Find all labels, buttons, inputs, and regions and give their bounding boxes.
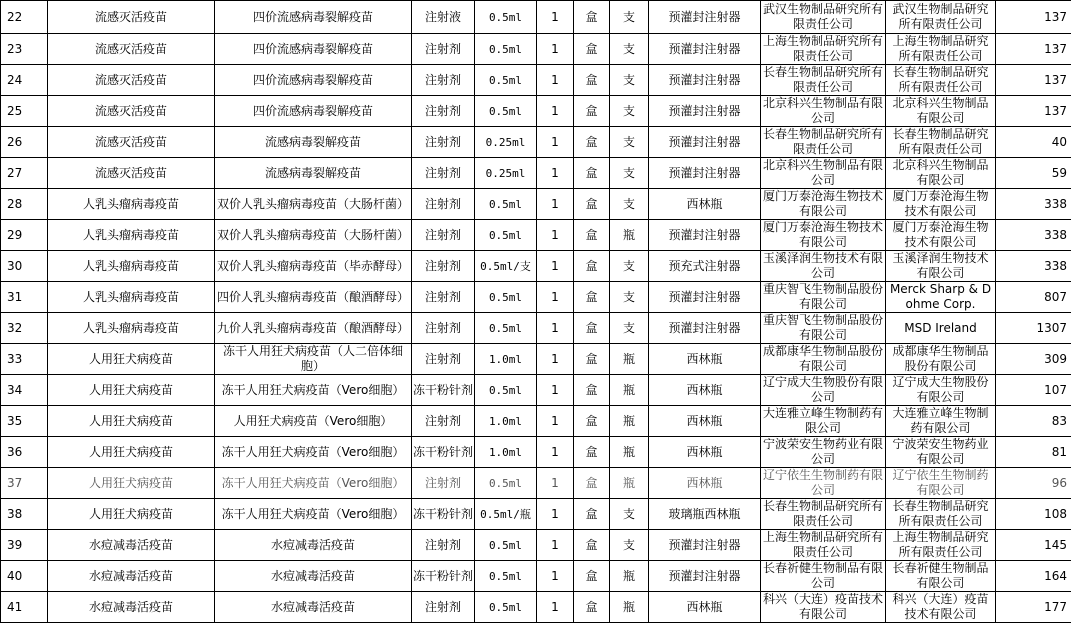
- manufacturer: 长春生物制品研究所有限责任公司: [761, 65, 886, 96]
- dose-unit: 瓶: [610, 220, 649, 251]
- manufacturer: 重庆智飞生物制品股份有限公司: [761, 282, 886, 313]
- row-number: 31: [1, 282, 48, 313]
- product-name: 冻干人用狂犬病疫苗（Vero细胞）: [215, 468, 412, 499]
- product-name: 冻干人用狂犬病疫苗（Vero细胞）: [215, 499, 412, 530]
- quantity: 1: [537, 468, 574, 499]
- packaging-material: 预灌封注射器: [649, 96, 761, 127]
- row-number: 32: [1, 313, 48, 344]
- quantity: 1: [537, 34, 574, 65]
- license-holder: 长春生物制品研究所有限责任公司: [886, 499, 996, 530]
- quantity: 1: [537, 127, 574, 158]
- price: 107: [996, 375, 1071, 406]
- product-name: 双价人乳头瘤病毒疫苗（大肠杆菌）: [215, 220, 412, 251]
- pack-unit: 盒: [574, 220, 610, 251]
- specification: 0.5ml/支: [475, 251, 537, 282]
- row-number: 41: [1, 592, 48, 623]
- row-number: 28: [1, 189, 48, 220]
- dosage-form: 注射剂: [412, 406, 475, 437]
- pack-unit: 盒: [574, 158, 610, 189]
- manufacturer: 科兴（大连）疫苗技术有限公司: [761, 592, 886, 623]
- license-holder: 厦门万泰沧海生物技术有限公司: [886, 220, 996, 251]
- price: 108: [996, 499, 1071, 530]
- vaccine-type: 流感灭活疫苗: [48, 65, 215, 96]
- table-row: [1, 344, 1071, 375]
- packaging-material: 西林瓶: [649, 437, 761, 468]
- vaccine-type: 人用狂犬病疫苗: [48, 344, 215, 375]
- dosage-form: 注射剂: [412, 468, 475, 499]
- product-name: 流感病毒裂解疫苗: [215, 158, 412, 189]
- price: 40: [996, 127, 1071, 158]
- table-row: [1, 468, 1071, 499]
- license-holder: 成都康华生物制品股份有限公司: [886, 344, 996, 375]
- packaging-material: 预灌封注射器: [649, 313, 761, 344]
- manufacturer: 重庆智飞生物制品股份有限公司: [761, 313, 886, 344]
- price: 807: [996, 282, 1071, 313]
- pack-unit: 盒: [574, 96, 610, 127]
- price: 81: [996, 437, 1071, 468]
- table-row: [1, 561, 1071, 592]
- product-name: 冻干人用狂犬病疫苗（人二倍体细胞）: [215, 344, 412, 375]
- dose-unit: 瓶: [610, 561, 649, 592]
- price: 137: [996, 65, 1071, 96]
- quantity: 1: [537, 220, 574, 251]
- packaging-material: 预灌封注射器: [649, 1, 761, 34]
- product-name: 四价流感病毒裂解疫苗: [215, 65, 412, 96]
- quantity: 1: [537, 530, 574, 561]
- license-holder: 大连雅立峰生物制药有限公司: [886, 406, 996, 437]
- vaccine-type: 流感灭活疫苗: [48, 158, 215, 189]
- product-name: 双价人乳头瘤病毒疫苗（毕赤酵母）: [215, 251, 412, 282]
- quantity: 1: [537, 375, 574, 406]
- vaccine-type: 人用狂犬病疫苗: [48, 406, 215, 437]
- pack-unit: 盒: [574, 1, 610, 34]
- specification: 0.25ml: [475, 158, 537, 189]
- specification: 0.5ml: [475, 561, 537, 592]
- specification: 0.5ml: [475, 375, 537, 406]
- table-row: [1, 530, 1071, 561]
- quantity: 1: [537, 561, 574, 592]
- dose-unit: 支: [610, 1, 649, 34]
- manufacturer: 厦门万泰沧海生物技术有限公司: [761, 189, 886, 220]
- dose-unit: 支: [610, 189, 649, 220]
- vaccine-type: 水痘减毒活疫苗: [48, 530, 215, 561]
- row-number: 29: [1, 220, 48, 251]
- pack-unit: 盒: [574, 406, 610, 437]
- packaging-material: 玻璃瓶西林瓶: [649, 499, 761, 530]
- row-number: 30: [1, 251, 48, 282]
- pack-unit: 盒: [574, 375, 610, 406]
- manufacturer: 上海生物制品研究所有限责任公司: [761, 34, 886, 65]
- pack-unit: 盒: [574, 282, 610, 313]
- license-holder: MSD Ireland: [886, 313, 996, 344]
- license-holder: 上海生物制品研究所有限责任公司: [886, 530, 996, 561]
- packaging-material: 西林瓶: [649, 406, 761, 437]
- product-name: 双价人乳头瘤病毒疫苗（大肠杆菌）: [215, 189, 412, 220]
- quantity: 1: [537, 96, 574, 127]
- pack-unit: 盒: [574, 530, 610, 561]
- product-name: 水痘减毒活疫苗: [215, 592, 412, 623]
- dose-unit: 支: [610, 251, 649, 282]
- license-holder: Merck Sharp & Dohme Corp.: [886, 282, 996, 313]
- manufacturer: 大连雅立峰生物制药有限公司: [761, 406, 886, 437]
- quantity: 1: [537, 592, 574, 623]
- price: 137: [996, 1, 1071, 34]
- specification: 0.5ml: [475, 1, 537, 34]
- license-holder: 厦门万泰沧海生物技术有限公司: [886, 189, 996, 220]
- dosage-form: 注射剂: [412, 344, 475, 375]
- license-holder: 辽宁依生生物制药有限公司: [886, 468, 996, 499]
- specification: 0.25ml: [475, 127, 537, 158]
- row-number: 24: [1, 65, 48, 96]
- dosage-form: 注射剂: [412, 65, 475, 96]
- pack-unit: 盒: [574, 499, 610, 530]
- license-holder: 宁波荣安生物药业有限公司: [886, 437, 996, 468]
- license-holder: 辽宁成大生物股份有限公司: [886, 375, 996, 406]
- row-number: 27: [1, 158, 48, 189]
- product-name: 四价流感病毒裂解疫苗: [215, 96, 412, 127]
- price: 83: [996, 406, 1071, 437]
- dosage-form: 冻干粉针剂: [412, 437, 475, 468]
- price: 137: [996, 96, 1071, 127]
- vaccine-type: 人用狂犬病疫苗: [48, 375, 215, 406]
- price: 338: [996, 251, 1071, 282]
- dose-unit: 支: [610, 282, 649, 313]
- dosage-form: 冻干粉针剂: [412, 375, 475, 406]
- dosage-form: 冻干粉针剂: [412, 561, 475, 592]
- dosage-form: 注射液: [412, 1, 475, 34]
- specification: 0.5ml: [475, 313, 537, 344]
- row-number: 37: [1, 468, 48, 499]
- dosage-form: 冻干粉针剂: [412, 499, 475, 530]
- dose-unit: 瓶: [610, 344, 649, 375]
- quantity: 1: [537, 65, 574, 96]
- packaging-material: 预充式注射器: [649, 251, 761, 282]
- manufacturer: 辽宁依生生物制药有限公司: [761, 468, 886, 499]
- packaging-material: 西林瓶: [649, 375, 761, 406]
- table-row: [1, 499, 1071, 530]
- quantity: 1: [537, 251, 574, 282]
- product-name: 四价人乳头瘤病毒疫苗（酿酒酵母）: [215, 282, 412, 313]
- table-row: [1, 34, 1071, 65]
- table-row: [1, 251, 1071, 282]
- row-number: 40: [1, 561, 48, 592]
- product-name: 水痘减毒活疫苗: [215, 530, 412, 561]
- pack-unit: 盒: [574, 437, 610, 468]
- manufacturer: 厦门万泰沧海生物技术有限公司: [761, 220, 886, 251]
- table-row: [1, 437, 1071, 468]
- dosage-form: 注射剂: [412, 158, 475, 189]
- dose-unit: 瓶: [610, 375, 649, 406]
- dose-unit: 支: [610, 313, 649, 344]
- dosage-form: 注射剂: [412, 189, 475, 220]
- quantity: 1: [537, 406, 574, 437]
- dose-unit: 瓶: [610, 437, 649, 468]
- row-number: 23: [1, 34, 48, 65]
- manufacturer: 长春生物制品研究所有限责任公司: [761, 499, 886, 530]
- pack-unit: 盒: [574, 313, 610, 344]
- vaccine-type: 水痘减毒活疫苗: [48, 561, 215, 592]
- specification: 0.5ml: [475, 34, 537, 65]
- dosage-form: 注射剂: [412, 127, 475, 158]
- dose-unit: 支: [610, 65, 649, 96]
- license-holder: 长春生物制品研究所有限责任公司: [886, 65, 996, 96]
- manufacturer: 辽宁成大生物股份有限公司: [761, 375, 886, 406]
- packaging-material: 预灌封注射器: [649, 34, 761, 65]
- vaccine-type: 人用狂犬病疫苗: [48, 468, 215, 499]
- license-holder: 长春祈健生物制品有限公司: [886, 561, 996, 592]
- vaccine-type: 人用狂犬病疫苗: [48, 437, 215, 468]
- quantity: 1: [537, 158, 574, 189]
- dosage-form: 注射剂: [412, 530, 475, 561]
- vaccine-type: 人乳头瘤病毒疫苗: [48, 189, 215, 220]
- specification: 0.5ml: [475, 282, 537, 313]
- vaccine-type: 水痘减毒活疫苗: [48, 592, 215, 623]
- table-row: [1, 313, 1071, 344]
- vaccine-type: 人乳头瘤病毒疫苗: [48, 220, 215, 251]
- product-name: 四价流感病毒裂解疫苗: [215, 1, 412, 34]
- license-holder: 玉溪泽润生物技术有限公司: [886, 251, 996, 282]
- vaccine-type: 人乳头瘤病毒疫苗: [48, 313, 215, 344]
- table-row: [1, 406, 1071, 437]
- packaging-material: 西林瓶: [649, 189, 761, 220]
- product-name: 九价人乳头瘤病毒疫苗（酿酒酵母）: [215, 313, 412, 344]
- dosage-form: 注射剂: [412, 251, 475, 282]
- product-name: 冻干人用狂犬病疫苗（Vero细胞）: [215, 437, 412, 468]
- packaging-material: 预灌封注射器: [649, 282, 761, 313]
- specification: 0.5ml: [475, 65, 537, 96]
- license-holder: 上海生物制品研究所有限责任公司: [886, 34, 996, 65]
- product-name: 冻干人用狂犬病疫苗（Vero细胞）: [215, 375, 412, 406]
- price: 1307: [996, 313, 1071, 344]
- packaging-material: 预灌封注射器: [649, 65, 761, 96]
- price: 96: [996, 468, 1071, 499]
- specification: 0.5ml: [475, 468, 537, 499]
- specification: 0.5ml: [475, 189, 537, 220]
- quantity: 1: [537, 313, 574, 344]
- price: 338: [996, 189, 1071, 220]
- manufacturer: 长春祈健生物制品有限公司: [761, 561, 886, 592]
- pack-unit: 盒: [574, 65, 610, 96]
- row-number: 25: [1, 96, 48, 127]
- pack-unit: 盒: [574, 34, 610, 65]
- table-row: [1, 127, 1071, 158]
- specification: 1.0ml: [475, 437, 537, 468]
- row-number: 38: [1, 499, 48, 530]
- vaccine-type: 流感灭活疫苗: [48, 96, 215, 127]
- pack-unit: 盒: [574, 251, 610, 282]
- vaccine-type: 流感灭活疫苗: [48, 127, 215, 158]
- manufacturer: 玉溪泽润生物技术有限公司: [761, 251, 886, 282]
- quantity: 1: [537, 189, 574, 220]
- manufacturer: 武汉生物制品研究所有限责任公司: [761, 1, 886, 34]
- price: 59: [996, 158, 1071, 189]
- vaccine-type: 人用狂犬病疫苗: [48, 499, 215, 530]
- packaging-material: 西林瓶: [649, 344, 761, 375]
- pack-unit: 盒: [574, 468, 610, 499]
- price: 164: [996, 561, 1071, 592]
- dose-unit: 支: [610, 499, 649, 530]
- packaging-material: 预灌封注射器: [649, 561, 761, 592]
- dosage-form: 注射剂: [412, 592, 475, 623]
- dose-unit: 瓶: [610, 406, 649, 437]
- license-holder: 科兴（大连）疫苗技术有限公司: [886, 592, 996, 623]
- row-number: 22: [1, 1, 48, 34]
- dose-unit: 支: [610, 96, 649, 127]
- pack-unit: 盒: [574, 561, 610, 592]
- specification: 1.0ml: [475, 344, 537, 375]
- product-name: 人用狂犬病疫苗（Vero细胞）: [215, 406, 412, 437]
- packaging-material: 预灌封注射器: [649, 530, 761, 561]
- product-name: 水痘减毒活疫苗: [215, 561, 412, 592]
- table-row: [1, 282, 1071, 313]
- license-holder: 长春生物制品研究所有限责任公司: [886, 127, 996, 158]
- price: 177: [996, 592, 1071, 623]
- price: 309: [996, 344, 1071, 375]
- dose-unit: 瓶: [610, 468, 649, 499]
- price: 338: [996, 220, 1071, 251]
- manufacturer: 北京科兴生物制品有限公司: [761, 158, 886, 189]
- dosage-form: 注射剂: [412, 220, 475, 251]
- quantity: 1: [537, 1, 574, 34]
- dosage-form: 注射剂: [412, 96, 475, 127]
- dose-unit: 瓶: [610, 592, 649, 623]
- license-holder: 北京科兴生物制品有限公司: [886, 158, 996, 189]
- quantity: 1: [537, 282, 574, 313]
- packaging-material: 预灌封注射器: [649, 220, 761, 251]
- table-row: [1, 592, 1071, 623]
- specification: 1.0ml: [475, 406, 537, 437]
- product-name: 四价流感病毒裂解疫苗: [215, 34, 412, 65]
- dose-unit: 支: [610, 158, 649, 189]
- row-number: 39: [1, 530, 48, 561]
- dose-unit: 支: [610, 530, 649, 561]
- specification: 0.5ml: [475, 530, 537, 561]
- specification: 0.5ml: [475, 592, 537, 623]
- vaccine-type: 流感灭活疫苗: [48, 1, 215, 34]
- pack-unit: 盒: [574, 127, 610, 158]
- license-holder: 北京科兴生物制品有限公司: [886, 96, 996, 127]
- table-row: [1, 158, 1071, 189]
- row-number: 33: [1, 344, 48, 375]
- pack-unit: 盒: [574, 344, 610, 375]
- row-number: 34: [1, 375, 48, 406]
- manufacturer: 长春生物制品研究所有限责任公司: [761, 127, 886, 158]
- manufacturer: 北京科兴生物制品有限公司: [761, 96, 886, 127]
- dosage-form: 注射剂: [412, 313, 475, 344]
- dose-unit: 支: [610, 34, 649, 65]
- table-row: [1, 65, 1071, 96]
- dosage-form: 注射剂: [412, 34, 475, 65]
- product-name: 流感病毒裂解疫苗: [215, 127, 412, 158]
- quantity: 1: [537, 344, 574, 375]
- specification: 0.5ml: [475, 96, 537, 127]
- dose-unit: 支: [610, 127, 649, 158]
- manufacturer: 宁波荣安生物药业有限公司: [761, 437, 886, 468]
- packaging-material: 西林瓶: [649, 468, 761, 499]
- license-holder: 武汉生物制品研究所有限责任公司: [886, 1, 996, 34]
- specification: 0.5ml: [475, 220, 537, 251]
- manufacturer: 成都康华生物制品股份有限公司: [761, 344, 886, 375]
- pack-unit: 盒: [574, 189, 610, 220]
- packaging-material: 预灌封注射器: [649, 127, 761, 158]
- quantity: 1: [537, 499, 574, 530]
- vaccine-type: 人乳头瘤病毒疫苗: [48, 282, 215, 313]
- row-number: 36: [1, 437, 48, 468]
- dosage-form: 注射剂: [412, 282, 475, 313]
- quantity: 1: [537, 437, 574, 468]
- table-row: [1, 96, 1071, 127]
- vaccine-type: 流感灭活疫苗: [48, 34, 215, 65]
- pack-unit: 盒: [574, 592, 610, 623]
- packaging-material: 西林瓶: [649, 592, 761, 623]
- packaging-material: 预灌封注射器: [649, 158, 761, 189]
- table-row: [1, 189, 1071, 220]
- price: 145: [996, 530, 1071, 561]
- table-row: [1, 220, 1071, 251]
- row-number: 35: [1, 406, 48, 437]
- table-row: [1, 375, 1071, 406]
- specification: 0.5ml/瓶: [475, 499, 537, 530]
- row-number: 26: [1, 127, 48, 158]
- price: 137: [996, 34, 1071, 65]
- table-row: [1, 1, 1071, 34]
- manufacturer: 上海生物制品研究所有限责任公司: [761, 530, 886, 561]
- vaccine-type: 人乳头瘤病毒疫苗: [48, 251, 215, 282]
